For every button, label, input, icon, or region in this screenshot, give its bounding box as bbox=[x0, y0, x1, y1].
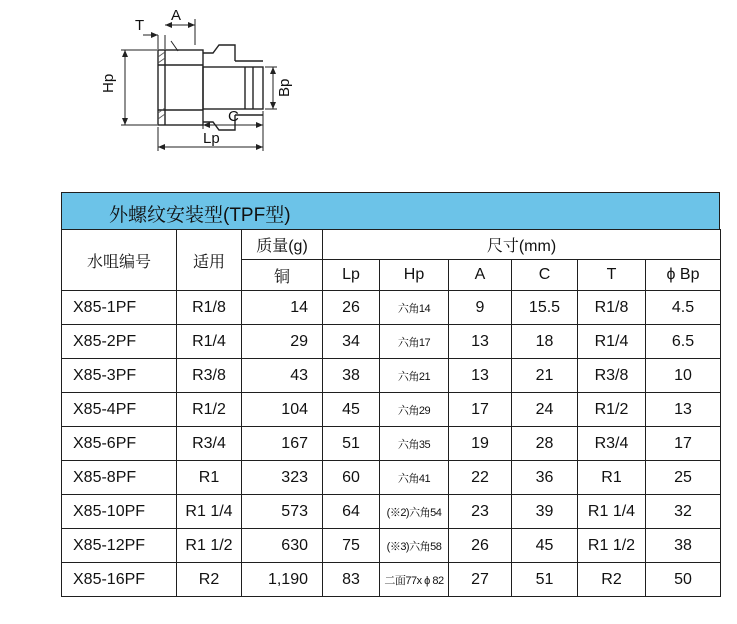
fitting-outline-svg bbox=[95, 5, 305, 165]
cell-weight: 323 bbox=[242, 461, 323, 495]
cell-fit: R1/4 bbox=[177, 325, 242, 359]
cell-c: 39 bbox=[512, 495, 578, 529]
header-weight-copper: 铜 bbox=[242, 260, 323, 291]
table-row bbox=[62, 495, 721, 529]
table-row bbox=[62, 325, 721, 359]
cell-bp: 25 bbox=[646, 461, 721, 495]
cell-c: 15.5 bbox=[512, 291, 578, 325]
cell-hp: 六角29 bbox=[380, 393, 449, 427]
cell-hp: (※2)六角54 bbox=[380, 495, 449, 529]
cell-a: 13 bbox=[449, 325, 512, 359]
cell-model: X85-16PF bbox=[62, 563, 177, 597]
header-hp: Hp bbox=[380, 260, 449, 291]
cell-a: 17 bbox=[449, 393, 512, 427]
cell-lp: 45 bbox=[323, 393, 380, 427]
cell-t: R1/8 bbox=[578, 291, 646, 325]
cell-c: 45 bbox=[512, 529, 578, 563]
cell-t: R1 bbox=[578, 461, 646, 495]
cell-hp: 六角35 bbox=[380, 427, 449, 461]
cell-hp: 六角41 bbox=[380, 461, 449, 495]
cell-bp: 6.5 bbox=[646, 325, 721, 359]
cell-model: X85-4PF bbox=[62, 393, 177, 427]
cell-c: 24 bbox=[512, 393, 578, 427]
cell-weight: 630 bbox=[242, 529, 323, 563]
cell-a: 27 bbox=[449, 563, 512, 597]
cell-t: R1 1/2 bbox=[578, 529, 646, 563]
cell-c: 36 bbox=[512, 461, 578, 495]
cell-fit: R3/8 bbox=[177, 359, 242, 393]
cell-a: 23 bbox=[449, 495, 512, 529]
cell-bp: 17 bbox=[646, 427, 721, 461]
cell-lp: 26 bbox=[323, 291, 380, 325]
cell-c: 18 bbox=[512, 325, 578, 359]
table-title-bar bbox=[61, 192, 720, 230]
header-a: A bbox=[449, 260, 512, 291]
cell-fit: R1 1/4 bbox=[177, 495, 242, 529]
cell-bp: 13 bbox=[646, 393, 721, 427]
header-model: 水咀编号 bbox=[62, 230, 177, 291]
table-body bbox=[62, 291, 721, 597]
cell-bp: 10 bbox=[646, 359, 721, 393]
cell-bp: 50 bbox=[646, 563, 721, 597]
cell-c: 21 bbox=[512, 359, 578, 393]
cell-weight: 43 bbox=[242, 359, 323, 393]
cell-t: R1/2 bbox=[578, 393, 646, 427]
cell-weight: 167 bbox=[242, 427, 323, 461]
cell-c: 28 bbox=[512, 427, 578, 461]
table-row bbox=[62, 563, 721, 597]
cell-a: 19 bbox=[449, 427, 512, 461]
cell-a: 22 bbox=[449, 461, 512, 495]
label-a: A bbox=[171, 7, 182, 24]
label-hp: Hp bbox=[100, 73, 117, 93]
cell-t: R3/4 bbox=[578, 427, 646, 461]
cell-model: X85-1PF bbox=[62, 291, 177, 325]
cell-c: 51 bbox=[512, 563, 578, 597]
cell-hp: 六角21 bbox=[380, 359, 449, 393]
cell-t: R1/4 bbox=[578, 325, 646, 359]
header-t: T bbox=[578, 260, 646, 291]
cell-weight: 573 bbox=[242, 495, 323, 529]
header-bp: ϕ Bp bbox=[646, 260, 721, 291]
cell-hp: (※3)六角58 bbox=[380, 529, 449, 563]
fitting-dimension-drawing bbox=[95, 5, 305, 165]
cell-fit: R3/4 bbox=[177, 427, 242, 461]
cell-hp: 二面77x ϕ 82 bbox=[380, 563, 449, 597]
cell-lp: 75 bbox=[323, 529, 380, 563]
cell-model: X85-12PF bbox=[62, 529, 177, 563]
cell-fit: R1 1/2 bbox=[177, 529, 242, 563]
header-weight: 质量(g) bbox=[242, 230, 323, 260]
header-lp: Lp bbox=[323, 260, 380, 291]
cell-a: 13 bbox=[449, 359, 512, 393]
cell-weight: 14 bbox=[242, 291, 323, 325]
cell-weight: 104 bbox=[242, 393, 323, 427]
cell-model: X85-8PF bbox=[62, 461, 177, 495]
cell-a: 9 bbox=[449, 291, 512, 325]
cell-fit: R1 bbox=[177, 461, 242, 495]
fitting-body bbox=[158, 45, 263, 130]
cell-bp: 32 bbox=[646, 495, 721, 529]
cell-lp: 60 bbox=[323, 461, 380, 495]
table-title: 外螺纹安装型(TPF型) bbox=[109, 205, 291, 226]
cell-fit: R1/8 bbox=[177, 291, 242, 325]
cell-lp: 34 bbox=[323, 325, 380, 359]
header-size: 尺寸(mm) bbox=[323, 230, 721, 260]
cell-hp: 六角17 bbox=[380, 325, 449, 359]
thread-hatching bbox=[158, 52, 165, 119]
cell-fit: R2 bbox=[177, 563, 242, 597]
table-row bbox=[62, 427, 721, 461]
label-lp: Lp bbox=[203, 130, 220, 147]
cell-weight: 29 bbox=[242, 325, 323, 359]
cell-lp: 83 bbox=[323, 563, 380, 597]
cell-model: X85-6PF bbox=[62, 427, 177, 461]
header-fit: 适用 bbox=[177, 230, 242, 291]
cell-lp: 38 bbox=[323, 359, 380, 393]
cell-t: R2 bbox=[578, 563, 646, 597]
cell-lp: 64 bbox=[323, 495, 380, 529]
cell-t: R3/8 bbox=[578, 359, 646, 393]
spec-table bbox=[61, 229, 721, 597]
table-row bbox=[62, 529, 721, 563]
cell-hp: 六角14 bbox=[380, 291, 449, 325]
label-t: T bbox=[135, 17, 145, 34]
header-c: C bbox=[512, 260, 578, 291]
label-c: C bbox=[228, 108, 239, 125]
cell-bp: 4.5 bbox=[646, 291, 721, 325]
table-row bbox=[62, 291, 721, 325]
table-row bbox=[62, 461, 721, 495]
cell-model: X85-2PF bbox=[62, 325, 177, 359]
cell-a: 26 bbox=[449, 529, 512, 563]
cell-weight: 1,190 bbox=[242, 563, 323, 597]
cell-model: X85-10PF bbox=[62, 495, 177, 529]
cell-lp: 51 bbox=[323, 427, 380, 461]
table-row bbox=[62, 359, 721, 393]
label-bp: Bp bbox=[276, 78, 293, 97]
table-row bbox=[62, 393, 721, 427]
cell-bp: 38 bbox=[646, 529, 721, 563]
cell-model: X85-3PF bbox=[62, 359, 177, 393]
spec-table-block bbox=[61, 192, 720, 609]
cell-t: R1 1/4 bbox=[578, 495, 646, 529]
cell-fit: R1/2 bbox=[177, 393, 242, 427]
